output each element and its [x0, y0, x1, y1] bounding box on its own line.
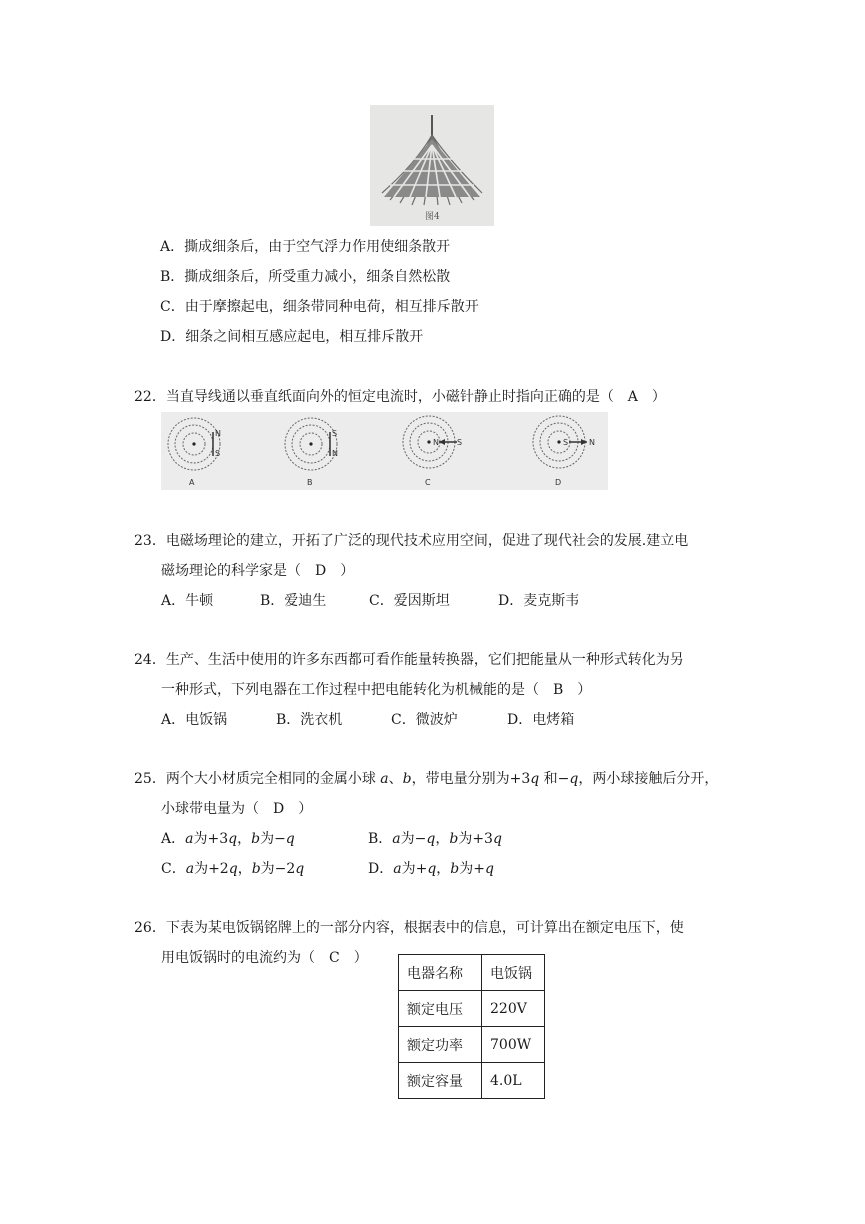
- table-cell: 4.0L: [482, 1063, 545, 1099]
- q25-option-c: C．a为+2q，b为−2q: [161, 861, 305, 877]
- q26-line-1: 26．下表为某电饭锅铭牌上的一部分内容，根据表中的信息，可计算出在额定电压下，使: [134, 920, 684, 936]
- q22-label-a: A: [189, 478, 195, 487]
- compass-b-top: S: [332, 429, 338, 438]
- table-cell: 220V: [482, 991, 545, 1027]
- q24-option-c: C．微波炉: [391, 712, 458, 728]
- rice-cooker-nameplate-table: [398, 954, 545, 1099]
- table-row: [399, 1027, 545, 1063]
- compass-d-right: N: [589, 438, 595, 447]
- q23-option-d: D．麦克斯韦: [498, 593, 580, 609]
- q25-text-e: ，两小球接触后分开，: [578, 771, 719, 787]
- q24-line-2: 一种形式，下列电器在工作过程中把电能转化为机械能的是（ B ）: [161, 682, 592, 698]
- q26-line-2: 用电饭锅时的电流约为（ C ）: [161, 950, 368, 966]
- q25-option-b: B．a为−q，b为+3q: [368, 831, 502, 847]
- q25-text-b: 、: [388, 771, 403, 787]
- q22-label-d: D: [555, 478, 562, 487]
- q22-compass-figure: [161, 412, 608, 490]
- q21-option-c: C．由于摩擦起电，细条带同种电荷，相互排斥散开: [160, 299, 479, 315]
- q24-option-b: B．洗衣机: [276, 712, 343, 728]
- table-cell: 额定容量: [399, 1063, 482, 1099]
- q22-label-c: C: [425, 478, 431, 487]
- q25-option-d: D．a为+q，b为+q: [368, 861, 494, 877]
- q21-option-d: D．细条之间相互感应起电，相互排斥散开: [160, 329, 424, 345]
- table-cell: 700W: [482, 1027, 545, 1063]
- q25-var-q2: q: [569, 771, 579, 787]
- q22-compass-drawing: [161, 412, 608, 490]
- compass-a-bottom: S: [215, 449, 221, 458]
- q24-option-d: D．电烤箱: [507, 712, 575, 728]
- q25-text-d: 和−: [539, 771, 570, 787]
- table-cell: 电器名称: [399, 955, 482, 991]
- q23-line-2: 磁场理论的科学家是（ D ）: [161, 563, 355, 579]
- table-cell: 电饭锅: [482, 955, 545, 991]
- q23-option-b: B．爱迪生: [260, 593, 327, 609]
- figure-4-caption: 图4: [425, 212, 440, 222]
- q25-var-q1: q: [530, 771, 540, 787]
- figure-4-image: [370, 105, 494, 226]
- q25-option-a: A．a为+3q，b为−q: [161, 831, 295, 847]
- q23-line-1: 23．电磁场理论的建立，开拓了广泛的现代技术应用空间，促进了现代社会的发展.建立电: [134, 533, 689, 549]
- table-row: [399, 955, 545, 991]
- paper-strips-drawing: [370, 105, 494, 226]
- q22-stem: 22．当直导线通以垂直纸面向外的恒定电流时，小磁针静止时指向正确的是（ A ）: [134, 389, 666, 405]
- q25-text-a: 25．两个大小材质完全相同的金属小球: [134, 771, 381, 787]
- table-cell: 额定功率: [399, 1027, 482, 1063]
- compass-d-left: S: [563, 438, 569, 447]
- compass-a-top: N: [215, 429, 221, 438]
- q24-option-a: A．电饭锅: [161, 712, 228, 728]
- compass-c-left: N: [433, 438, 439, 447]
- q25-line-1: [134, 768, 718, 788]
- q24-line-1: 24．生产、生活中使用的许多东西都可看作能量转换器，它们把能量从一种形式转化为另: [134, 652, 684, 668]
- compass-c-right: S: [457, 438, 463, 447]
- q25-var-a: a: [380, 771, 389, 787]
- q25-var-b: b: [402, 771, 412, 787]
- compass-b-bottom: N: [332, 449, 338, 458]
- table-cell: 额定电压: [399, 991, 482, 1027]
- table-row: [399, 1063, 545, 1099]
- table-row: [399, 991, 545, 1027]
- q22-label-b: B: [307, 478, 313, 487]
- q21-option-b: B．撕成细条后，所受重力减小，细条自然松散: [160, 269, 451, 285]
- q25-line-2: 小球带电量为（ D ）: [161, 801, 313, 817]
- q23-option-c: C．爱因斯坦: [369, 593, 450, 609]
- q25-text-c: ，带电量分别为+3: [411, 771, 531, 787]
- q23-option-a: A．牛顿: [161, 593, 214, 609]
- q21-option-a: A．撕成细条后，由于空气浮力作用使细条散开: [160, 239, 451, 255]
